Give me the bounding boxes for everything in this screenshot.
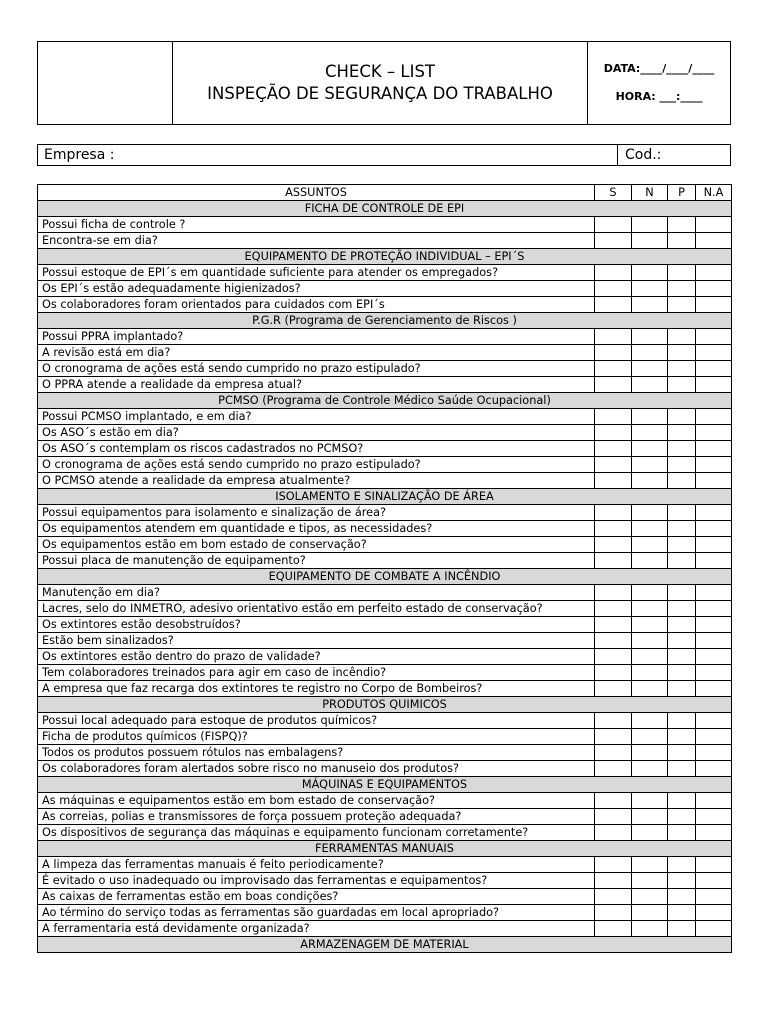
answer-cell-n[interactable]	[632, 617, 668, 633]
header-box	[37, 41, 731, 125]
answer-cell-na[interactable]	[696, 617, 732, 633]
answer-cell-na[interactable]	[696, 265, 732, 281]
answer-cell-na[interactable]	[696, 633, 732, 649]
question-text: As caixas de ferramentas estão em boas condições?	[38, 889, 595, 905]
checklist-row	[38, 809, 732, 825]
answer-cell-s[interactable]	[595, 297, 632, 313]
answer-cell-n[interactable]	[632, 233, 668, 249]
title-line-2: INSPEÇÃO DE SEGURANÇA DO TRABALHO	[207, 84, 553, 103]
question-text: Possui equipamentos para isolamento e sinalização de área?	[38, 505, 595, 521]
answer-cell-s[interactable]	[595, 761, 632, 777]
question-text: Os ASO´s estão em dia?	[38, 425, 595, 441]
question-text: Os extintores estão desobstruídos?	[38, 617, 595, 633]
question-text: A limpeza das ferramentas manuais é feito periodicamente?	[38, 857, 595, 873]
checklist-row	[38, 537, 732, 553]
title-line-1: CHECK – LIST	[324, 62, 436, 81]
answer-cell-p[interactable]	[668, 745, 696, 761]
answer-cell-s[interactable]	[595, 649, 632, 665]
answer-cell-s[interactable]	[595, 889, 632, 905]
answer-cell-p[interactable]	[668, 905, 696, 921]
answer-cell-p[interactable]	[668, 345, 696, 361]
answer-cell-s[interactable]	[595, 457, 632, 473]
answer-cell-na[interactable]	[696, 761, 732, 777]
answer-cell-p[interactable]	[668, 329, 696, 345]
answer-cell-p[interactable]	[668, 473, 696, 489]
answer-cell-s[interactable]	[595, 377, 632, 393]
answer-cell-n[interactable]	[632, 281, 668, 297]
section-title: ARMAZENAGEM DE MATERIAL	[38, 937, 732, 953]
answer-cell-na[interactable]	[696, 585, 732, 601]
answer-cell-p[interactable]	[668, 377, 696, 393]
question-text: Os equipamentos estão em bom estado de conservação?	[38, 537, 595, 553]
answer-cell-na[interactable]	[696, 857, 732, 873]
checklist-row	[38, 585, 732, 601]
answer-cell-p[interactable]	[668, 281, 696, 297]
answer-cell-n[interactable]	[632, 681, 668, 697]
question-text: Os extintores estão dentro do prazo de validade?	[38, 649, 595, 665]
question-text: É evitado o uso inadequado ou improvisado das ferramentas e equipamentos?	[38, 873, 595, 889]
answer-cell-p[interactable]	[668, 409, 696, 425]
checklist-row	[38, 681, 732, 697]
answer-cell-na[interactable]	[696, 601, 732, 617]
header-na: N.A	[696, 185, 732, 201]
answer-cell-n[interactable]	[632, 857, 668, 873]
answer-cell-s[interactable]	[595, 633, 632, 649]
answer-cell-p[interactable]	[668, 425, 696, 441]
answer-cell-n[interactable]	[632, 217, 668, 233]
answer-cell-na[interactable]	[696, 649, 732, 665]
section-title: FICHA DE CONTROLE DE EPI	[38, 201, 732, 217]
time-field[interactable]: HORA: ___:____	[615, 90, 703, 103]
checklist-row	[38, 713, 732, 729]
answer-cell-n[interactable]	[632, 553, 668, 569]
question-text: Os EPI´s estão adequadamente higienizados?	[38, 281, 595, 297]
section-title: FERRAMENTAS MANUAIS	[38, 841, 732, 857]
question-text: Os dispositivos de segurança das máquinas e equipamento funcionam corretamente?	[38, 825, 595, 841]
answer-cell-na[interactable]	[696, 521, 732, 537]
checklist-row	[38, 409, 732, 425]
section-row	[38, 569, 732, 585]
header-p: P	[668, 185, 696, 201]
answer-cell-na[interactable]	[696, 425, 732, 441]
answer-cell-n[interactable]	[632, 921, 668, 937]
answer-cell-p[interactable]	[668, 441, 696, 457]
question-text: A empresa que faz recarga dos extintores te registro no Corpo de Bombeiros?	[38, 681, 595, 697]
question-text: Estão bem sinalizados?	[38, 633, 595, 649]
answer-cell-na[interactable]	[696, 361, 732, 377]
section-row	[38, 201, 732, 217]
answer-cell-s[interactable]	[595, 345, 632, 361]
checklist-row	[38, 297, 732, 313]
answer-cell-n[interactable]	[632, 361, 668, 377]
section-row	[38, 249, 732, 265]
answer-cell-s[interactable]	[595, 729, 632, 745]
answer-cell-p[interactable]	[668, 361, 696, 377]
answer-cell-na[interactable]	[696, 281, 732, 297]
section-title: EQUIPAMENTO DE COMBATE A INCÊNDIO	[38, 569, 732, 585]
answer-cell-s[interactable]	[595, 233, 632, 249]
answer-cell-s[interactable]	[595, 857, 632, 873]
company-field[interactable]: Empresa :	[38, 145, 618, 165]
answer-cell-s[interactable]	[595, 665, 632, 681]
answer-cell-n[interactable]	[632, 729, 668, 745]
answer-cell-p[interactable]	[668, 793, 696, 809]
answer-cell-s[interactable]	[595, 713, 632, 729]
answer-cell-s[interactable]	[595, 409, 632, 425]
header-assuntos: ASSUNTOS	[38, 185, 595, 201]
answer-cell-na[interactable]	[696, 537, 732, 553]
checklist-row	[38, 345, 732, 361]
answer-cell-s[interactable]	[595, 521, 632, 537]
header-n: N	[632, 185, 668, 201]
question-text: Manutenção em dia?	[38, 585, 595, 601]
question-text: Encontra-se em dia?	[38, 233, 595, 249]
answer-cell-n[interactable]	[632, 825, 668, 841]
question-text: O PCMSO atende a realidade da empresa atualmente?	[38, 473, 595, 489]
answer-cell-s[interactable]	[595, 329, 632, 345]
answer-cell-p[interactable]	[668, 537, 696, 553]
checklist-row	[38, 761, 732, 777]
checklist-row	[38, 617, 732, 633]
answer-cell-na[interactable]	[696, 377, 732, 393]
answer-cell-s[interactable]	[595, 601, 632, 617]
question-text: Os colaboradores foram orientados para cuidados com EPI´s	[38, 297, 595, 313]
checklist-row	[38, 281, 732, 297]
answer-cell-s[interactable]	[595, 537, 632, 553]
answer-cell-s[interactable]	[595, 921, 632, 937]
answer-cell-s[interactable]	[595, 425, 632, 441]
answer-cell-s[interactable]	[595, 745, 632, 761]
answer-cell-p[interactable]	[668, 505, 696, 521]
answer-cell-n[interactable]	[632, 505, 668, 521]
answer-cell-n[interactable]	[632, 329, 668, 345]
answer-cell-p[interactable]	[668, 681, 696, 697]
checklist-row	[38, 441, 732, 457]
question-text: As correias, polias e transmissores de força possuem proteção adequada?	[38, 809, 595, 825]
answer-cell-n[interactable]	[632, 265, 668, 281]
question-text: Ficha de produtos químicos (FISPQ)?	[38, 729, 595, 745]
question-text: Possui ficha de controle ?	[38, 217, 595, 233]
section-title: ISOLAMENTO E SINALIZAÇÃO DE ÁREA	[38, 489, 732, 505]
answer-cell-n[interactable]	[632, 601, 668, 617]
section-row	[38, 937, 732, 953]
logo-cell	[38, 42, 173, 124]
answer-cell-n[interactable]	[632, 649, 668, 665]
checklist-row	[38, 217, 732, 233]
answer-cell-na[interactable]	[696, 873, 732, 889]
checklist-row	[38, 825, 732, 841]
checklist-row	[38, 649, 732, 665]
answer-cell-na[interactable]	[696, 825, 732, 841]
answer-cell-na[interactable]	[696, 409, 732, 425]
checklist-row	[38, 265, 732, 281]
answer-cell-na[interactable]	[696, 729, 732, 745]
answer-cell-na[interactable]	[696, 457, 732, 473]
checklist-row	[38, 233, 732, 249]
checklist-row	[38, 457, 732, 473]
question-text: Tem colaboradores treinados para agir em caso de incêndio?	[38, 665, 595, 681]
answer-cell-na[interactable]	[696, 665, 732, 681]
checklist-row	[38, 873, 732, 889]
date-field[interactable]: DATA:____/____/____	[603, 62, 715, 75]
answer-cell-n[interactable]	[632, 761, 668, 777]
question-text: Lacres, selo do INMETRO, adesivo orientativo estão em perfeito estado de conservação?	[38, 601, 595, 617]
question-text: Todos os produtos possuem rótulos nas embalagens?	[38, 745, 595, 761]
question-text: Possui PCMSO implantado, e em dia?	[38, 409, 595, 425]
section-row	[38, 313, 732, 329]
checklist-table	[37, 184, 732, 953]
answer-cell-n[interactable]	[632, 745, 668, 761]
answer-cell-p[interactable]	[668, 585, 696, 601]
answer-cell-p[interactable]	[668, 713, 696, 729]
answer-cell-na[interactable]	[696, 921, 732, 937]
checklist-row	[38, 473, 732, 489]
question-text: O PPRA atende a realidade da empresa atual?	[38, 377, 595, 393]
question-text: Possui local adequado para estoque de produtos químicos?	[38, 713, 595, 729]
answer-cell-na[interactable]	[696, 233, 732, 249]
answer-cell-p[interactable]	[668, 297, 696, 313]
question-text: O cronograma de ações está sendo cumprido no prazo estipulado?	[38, 457, 595, 473]
question-text: Ao término do serviço todas as ferramentas são guardadas em local apropriado?	[38, 905, 595, 921]
answer-cell-s[interactable]	[595, 441, 632, 457]
answer-cell-n[interactable]	[632, 297, 668, 313]
checklist-row	[38, 601, 732, 617]
question-text: Possui PPRA implantado?	[38, 329, 595, 345]
answer-cell-p[interactable]	[668, 649, 696, 665]
answer-cell-s[interactable]	[595, 905, 632, 921]
answer-cell-s[interactable]	[595, 793, 632, 809]
checklist-row	[38, 729, 732, 745]
answer-cell-s[interactable]	[595, 281, 632, 297]
answer-cell-p[interactable]	[668, 825, 696, 841]
answer-cell-s[interactable]	[595, 361, 632, 377]
answer-cell-p[interactable]	[668, 601, 696, 617]
date-time-cell	[588, 42, 730, 124]
answer-cell-p[interactable]	[668, 873, 696, 889]
section-title: EQUIPAMENTO DE PROTEÇÃO INDIVIDUAL – EPI´S	[38, 249, 732, 265]
company-row	[37, 144, 731, 166]
checklist-row	[38, 889, 732, 905]
question-text: Possui placa de manutenção de equipamento?	[38, 553, 595, 569]
section-title: PCMSO (Programa de Controle Médico Saúde Ocupacional)	[38, 393, 732, 409]
answer-cell-n[interactable]	[632, 425, 668, 441]
answer-cell-n[interactable]	[632, 633, 668, 649]
answer-cell-na[interactable]	[696, 745, 732, 761]
answer-cell-na[interactable]	[696, 217, 732, 233]
answer-cell-s[interactable]	[595, 825, 632, 841]
checklist-row	[38, 425, 732, 441]
answer-cell-s[interactable]	[595, 217, 632, 233]
answer-cell-n[interactable]	[632, 905, 668, 921]
answer-cell-n[interactable]	[632, 809, 668, 825]
section-row	[38, 777, 732, 793]
section-row	[38, 393, 732, 409]
answer-cell-p[interactable]	[668, 761, 696, 777]
answer-cell-p[interactable]	[668, 729, 696, 745]
checklist-row	[38, 521, 732, 537]
answer-cell-p[interactable]	[668, 553, 696, 569]
answer-cell-s[interactable]	[595, 809, 632, 825]
question-text: A ferramentaria está devidamente organizada?	[38, 921, 595, 937]
answer-cell-na[interactable]	[696, 809, 732, 825]
answer-cell-na[interactable]	[696, 441, 732, 457]
header-s: S	[595, 185, 632, 201]
answer-cell-n[interactable]	[632, 873, 668, 889]
answer-cell-na[interactable]	[696, 505, 732, 521]
answer-cell-n[interactable]	[632, 889, 668, 905]
checklist-row	[38, 905, 732, 921]
answer-cell-na[interactable]	[696, 473, 732, 489]
question-text: Possui estoque de EPI´s em quantidade suficiente para atender os empregados?	[38, 265, 595, 281]
question-text: O cronograma de ações está sendo cumprido no prazo estipulado?	[38, 361, 595, 377]
answer-cell-n[interactable]	[632, 473, 668, 489]
checklist-row	[38, 793, 732, 809]
answer-cell-n[interactable]	[632, 377, 668, 393]
section-title: MÁQUINAS E EQUIPAMENTOS	[38, 777, 732, 793]
question-text: Os ASO´s contemplam os riscos cadastrados no PCMSO?	[38, 441, 595, 457]
question-text: A revisão está em dia?	[38, 345, 595, 361]
answer-cell-n[interactable]	[632, 793, 668, 809]
answer-cell-s[interactable]	[595, 553, 632, 569]
answer-cell-p[interactable]	[668, 809, 696, 825]
table-header-row	[38, 185, 732, 201]
answer-cell-p[interactable]	[668, 665, 696, 681]
answer-cell-s[interactable]	[595, 265, 632, 281]
question-text: Os equipamentos atendem em quantidade e tipos, as necessidades?	[38, 521, 595, 537]
answer-cell-na[interactable]	[696, 329, 732, 345]
answer-cell-p[interactable]	[668, 457, 696, 473]
answer-cell-s[interactable]	[595, 505, 632, 521]
answer-cell-p[interactable]	[668, 217, 696, 233]
answer-cell-na[interactable]	[696, 553, 732, 569]
checklist-row	[38, 665, 732, 681]
checklist-row	[38, 361, 732, 377]
section-row	[38, 489, 732, 505]
answer-cell-s[interactable]	[595, 873, 632, 889]
answer-cell-n[interactable]	[632, 457, 668, 473]
section-title: P.G.R (Programa de Gerenciamento de Riscos )	[38, 313, 732, 329]
question-text: Os colaboradores foram alertados sobre risco no manuseio dos produtos?	[38, 761, 595, 777]
answer-cell-n[interactable]	[632, 409, 668, 425]
code-field[interactable]: Cod.:	[625, 147, 662, 163]
answer-cell-p[interactable]	[668, 857, 696, 873]
answer-cell-na[interactable]	[696, 345, 732, 361]
title-cell	[173, 42, 588, 124]
answer-cell-p[interactable]	[668, 233, 696, 249]
checklist-row	[38, 633, 732, 649]
answer-cell-n[interactable]	[632, 713, 668, 729]
answer-cell-na[interactable]	[696, 905, 732, 921]
answer-cell-s[interactable]	[595, 617, 632, 633]
answer-cell-na[interactable]	[696, 889, 732, 905]
answer-cell-p[interactable]	[668, 889, 696, 905]
section-row	[38, 697, 732, 713]
answer-cell-n[interactable]	[632, 665, 668, 681]
section-row	[38, 841, 732, 857]
answer-cell-n[interactable]	[632, 521, 668, 537]
section-title: PRODUTOS QUIMICOS	[38, 697, 732, 713]
checklist-row	[38, 553, 732, 569]
question-text: As máquinas e equipamentos estão em bom estado de conservação?	[38, 793, 595, 809]
answer-cell-n[interactable]	[632, 585, 668, 601]
answer-cell-p[interactable]	[668, 633, 696, 649]
answer-cell-p[interactable]	[668, 521, 696, 537]
answer-cell-na[interactable]	[696, 713, 732, 729]
answer-cell-n[interactable]	[632, 537, 668, 553]
answer-cell-s[interactable]	[595, 585, 632, 601]
checklist-row	[38, 857, 732, 873]
answer-cell-na[interactable]	[696, 681, 732, 697]
answer-cell-s[interactable]	[595, 473, 632, 489]
checklist-row	[38, 377, 732, 393]
answer-cell-n[interactable]	[632, 441, 668, 457]
answer-cell-s[interactable]	[595, 681, 632, 697]
answer-cell-na[interactable]	[696, 793, 732, 809]
checklist-row	[38, 745, 732, 761]
answer-cell-p[interactable]	[668, 617, 696, 633]
answer-cell-p[interactable]	[668, 921, 696, 937]
checklist-row	[38, 921, 732, 937]
answer-cell-na[interactable]	[696, 297, 732, 313]
answer-cell-n[interactable]	[632, 345, 668, 361]
answer-cell-p[interactable]	[668, 265, 696, 281]
checklist-row	[38, 329, 732, 345]
checklist-row	[38, 505, 732, 521]
